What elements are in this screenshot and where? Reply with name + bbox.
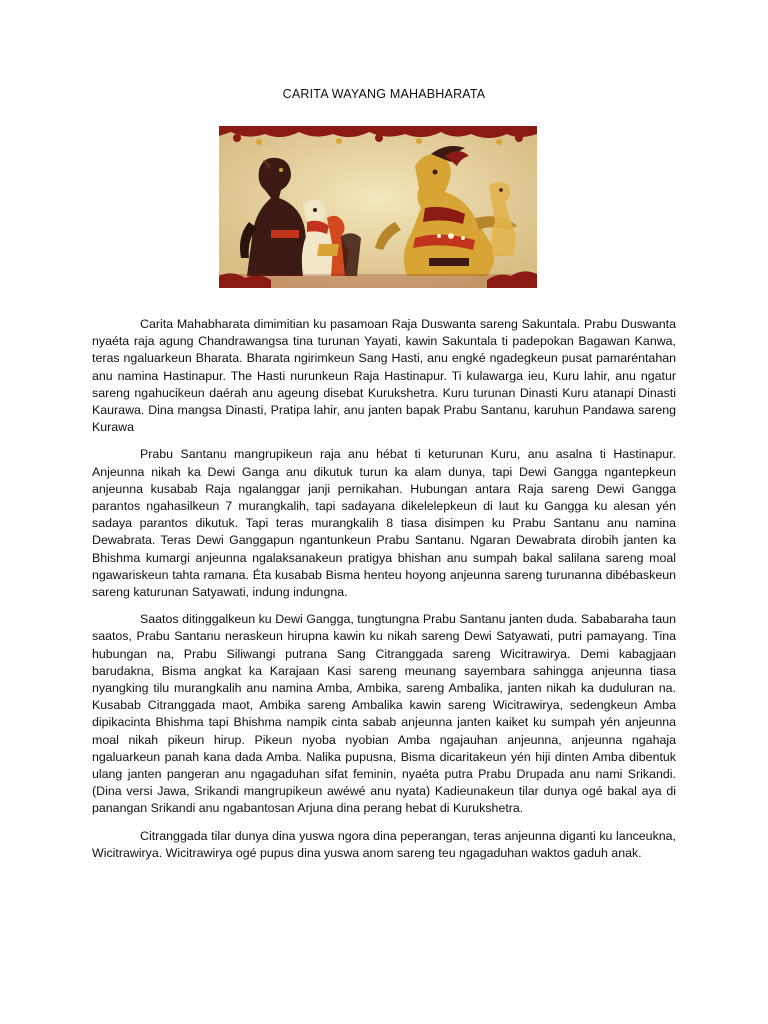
body-text: [92, 316, 676, 872]
paragraph-4: Citranggada tilar dunya dina yuswa ngora dina peperangan, teras anjeunna diganti ku lanceukna, Wicitrawirya. Wicitrawirya ogé pupus dina yuswa anom sareng teu ngagaduhan waktos gaduh anak.: [92, 828, 676, 860]
illustration-floor: [219, 274, 537, 288]
paragraph-1: Carita Mahabharata dimimitian ku pasamoan Raja Duswanta sareng Sakuntala. Prabu Duswanta nyaéta raja agung Chandrawangsa tina turunan Yayati, kawin Sakuntala ti padepokan Bagawan Kanwa, teras ngaluarkeun Bharata. Bharata ngirimkeun Sang Hasti, anu engké ngadegkeun pusat pamaréntahan anu namina Hastinapur. The Hasti nurunkeun Raja Hastinapur. Ti kulawarga ieu, Kuru lahir, anu ngatur sareng ngahucikeun daérah anu ageung disebat Kurukshetra. Kuru turunan Dinasti Kuru atanapi Dinasti Kaurawa. Dina mangsa Dinasti, Pratipa lahir, anu janten bapak Prabu Santanu, karuhun Pandawa sareng Kurawa: [92, 317, 676, 435]
paragraph-2: Prabu Santanu mangrupikeun raja anu hébat ti keturunan Kuru, anu asalna ti Hastinapur. Anjeunna nikah ka Dewi Ganga anu dikutuk turun ka alam dunya, tapi Dewi Gangga ngantepkeun anjeunna kusabab Raja ngalanggar janji pernikahan. Hubungan antara Raja sareng Dewi Gangga parantos ngahasilkeun 7 murangkalih, tapi sadayana dikelelepkeun di laut ku Gangga ku alesan yén sadaya parantos dikutuk. Tapi teras murangkalih 8 tiasa disimpen ku Prabu Santanu anu namina Dewabrata. Teras Dewi Ganggapun ngantunkeun Prabu Santanu. Ngaran Dewabrata dirobih janten ka Bhishma kumargi anjeunna ngalaksanakeun pratigya bhishan anu sumpah bakal salilana sareng moal ngawariskeun tahta ramana. Éta kusabab Bisma henteu hoyong anjeunna sareng turunanna dibébaskeun sareng katurunan Satyawati, indung indungna.: [92, 447, 676, 600]
page-title: CARITA WAYANG MAHABHARATA: [282, 87, 486, 101]
paragraph-3: Saatos ditinggalkeun ku Dewi Gangga, tungtungna Prabu Santanu janten duda. Sababaraha taun saatos, Prabu Santanu neraskeun hirupna kawin ku nikah sareng Dewi Satyawati, putri pamayang. Tina hubungan na, Prabu Siliwangi putrana Sang Citranggada sareng Wicitrawirya. Demi kabagjaan barudakna, Bisma angkat ka Karajaan Kasi sareng meunang sayembara sahingga anjeunna tiasa nyangking tilu murangkalih anu namina Amba, Ambika, sareng Ambalika, janten nikah ka duduluran na. Kusabab Citranggada maot, Ambika sareng Ambalika kawin sareng Wicitrawirya, sedengkeun Amba dipikacinta Bhishma tapi Bhishma nampik cinta sabab anjeunna janten kaiket ku sumpah yén anjeunna moal nikah pikeun hirup. Pikeun nyoba nyobian Amba ngajauhan anjeunna, anjeunna ngahaja ngaluarkeun panah kana dada Amba. Nalika pupusna, Bisma dicaritakeun yén hiji dinten Amba dibentuk ulang janten pangeran anu ngagaduhan sifat feminin, nyaéta putra Prabu Drupada anu nami Srikandi. (Dina versi Jawa, Srikandi mangrupikeun awéwé anu nyata) Kadieunakeun tilar dunya ogé bakal aya di panangan Srikandi anu ngabantosan Arjuna dina perang hebat di Kurukshetra.: [92, 612, 676, 816]
wayang-puppets-illustration: [219, 126, 537, 288]
